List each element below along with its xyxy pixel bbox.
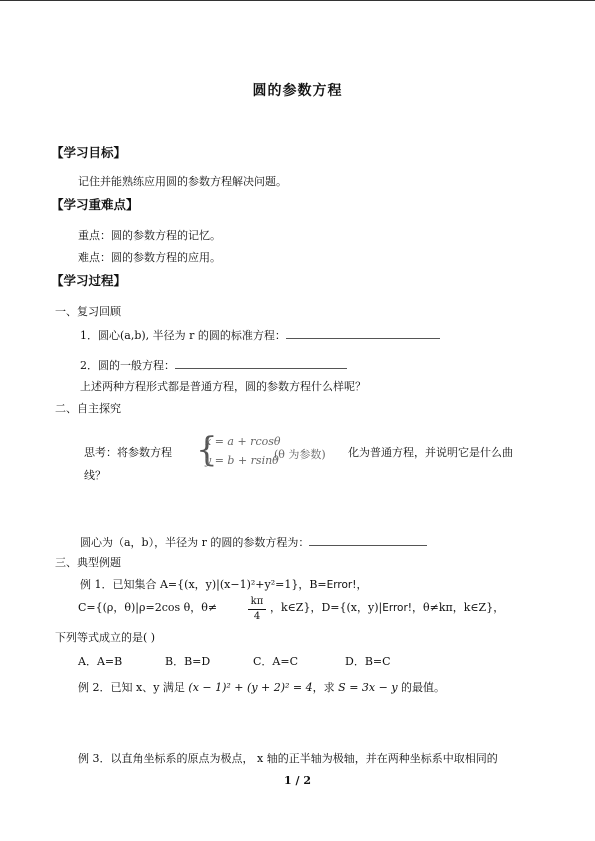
difficult-point-text: 难点：圆的参数方程的应用。 [78,251,221,264]
answer-blank [309,535,427,546]
left-brace: { [196,430,218,470]
example-2-expression: S = 3x − y [338,681,398,694]
examples-heading: 三、典型例题 [55,556,121,569]
example-1-line-1 [80,578,367,592]
example-1-line-2-end: ，θ≠kπ，k∈Z}， [412,601,505,614]
error-text: Error! [382,602,413,614]
center-radius-text: 圆心为（a，b），半径为 r 的圆的参数方程为： [80,536,310,549]
fraction-numerator: kπ [250,596,264,607]
example-3: 例 3．以直角坐标系的原点为极点， x 轴的正半轴为极轴，并在两种坐标系中取相同的 [78,752,498,765]
answer-blank [175,358,347,369]
review-heading: 一、复习回顾 [55,305,121,318]
example-2-equation: (x − 1)² + (y + 2)² = 4 [188,681,313,694]
equation-x: x = a + rcosθ [205,435,281,448]
process-heading: 【学习过程】 [51,273,127,288]
equation-y: y = b + rsinθ [205,454,279,467]
example-2-text-c: 的最值。 [401,681,446,694]
key-difficult-heading: 【学习重难点】 [51,197,139,212]
example-1-question: 下列等式成立的是( ) [55,631,156,644]
example-1-line-1-end: ， [356,578,368,591]
goal-text: 记住并能熟练应用圆的参数方程解决问题。 [78,175,287,188]
review-question-3: 上述两种方程形式都是普通方程，圆的参数方程什么样呢？ [80,380,366,393]
parameter-note: (θ 为参数) [274,448,326,461]
top-border-line [0,0,595,1]
review-question-2-text: 2．圆的一般方程： [80,359,175,372]
example-1-line-2-left: C={(ρ，θ)|ρ=2cos θ，θ≠ [78,601,218,614]
answer-blank [286,328,440,339]
key-point-text: 重点：圆的参数方程的记忆。 [78,229,221,242]
review-question-1-text: 1．圆心(a,b), 半径为 r 的圆的标准方程： [80,329,286,342]
example-1-line-1-text: 例 1．已知集合 A={(x，y)|(x−1)²+y²=1}，B= [80,578,327,591]
think-text-a: 思考：将参数方程 [84,446,172,459]
center-radius-question [80,535,427,550]
think-text-c: 线？ [84,469,106,482]
option-d: D．B=C [345,655,391,668]
review-question-1 [80,328,440,343]
goal-heading: 【学习目标】 [51,145,127,160]
fraction-bar [248,609,266,610]
explore-heading: 二、自主探究 [55,402,121,415]
example-1-line-2-right [270,601,504,615]
think-text-b: 化为普通方程，并说明它是什么曲 [348,446,513,459]
page-title: 圆的参数方程 [252,83,343,99]
example-2-text-b: ，求 [312,681,335,694]
parametric-equation [196,430,346,473]
example-1-line-2-mid: ，k∈Z}，D={(x，y)| [270,601,383,614]
error-text: Error! [326,579,357,591]
fraction-denominator: 4 [253,611,261,622]
option-a: A．A=B [78,655,123,668]
example-2-text-a: 例 2．已知 x、y 满足 [78,681,185,694]
example-2 [78,681,445,695]
fraction-k-pi-over-4 [248,596,266,623]
review-question-2 [80,358,347,373]
option-b: B．B=D [165,655,211,668]
option-c: C．A=C [253,655,298,668]
page-number: 1 / 2 [284,774,311,787]
